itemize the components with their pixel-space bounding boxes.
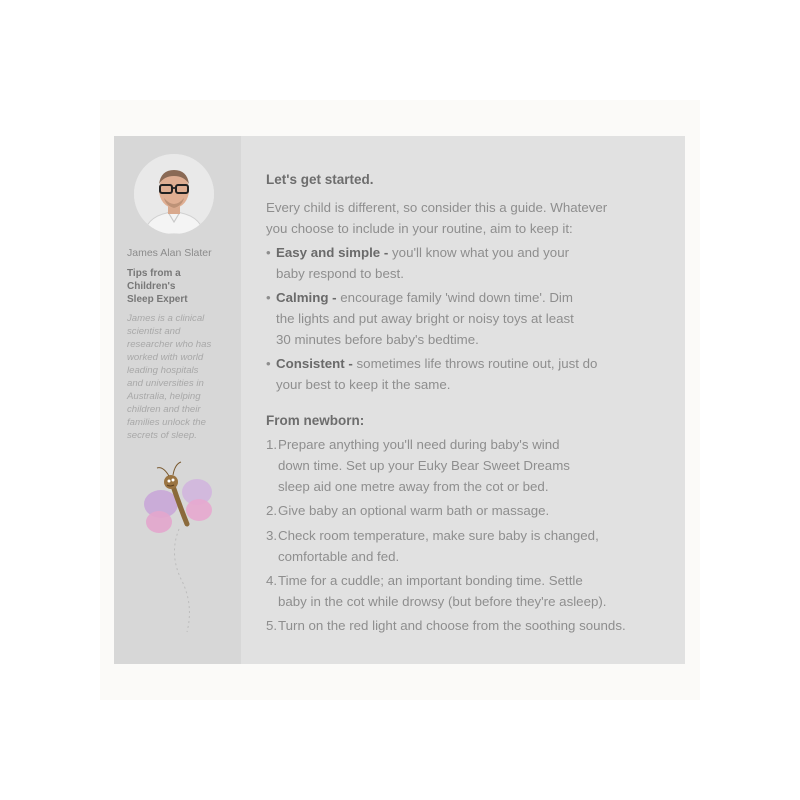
intro-paragraph: Every child is different, so consider this a guide. Whatever you choose to include in your routine, aim to keep it: — [266, 200, 608, 236]
expert-bio: James is a clinical scientist and researcher who has worked with world leading hospitals and universities in Australia, helping children and their families unlock the secrets of sleep. — [127, 313, 212, 441]
expert-sidebar — [114, 136, 241, 664]
butterfly-icon — [139, 454, 219, 634]
heading-from-newborn: From newborn: — [266, 413, 365, 428]
expert-title: Tips from a Children's Sleep Expert — [127, 268, 188, 305]
expert-photo — [134, 154, 214, 234]
heading-get-started: Let's get started. — [266, 172, 374, 187]
expert-name: James Alan Slater — [127, 247, 212, 259]
avatar — [134, 154, 214, 234]
tips-card: James Alan Slater Tips from a Children's Sleep Expert James is a clinical scientist and researcher who has worked with world leading hospitals and universities in Australia, helping children and their families unlock the secrets of sleep. Let's get started. Every child is different, so consider this a guide. Whatever you choose to include in your routine, aim to keep it: • Easy and simple - you'll know what you and your baby respond to best. • Calming - encourage family 'wind down time'. Dim the lights and put away bright or noisy toys at least 30 minutes before baby's bedtime. • Consistent - sometimes life throws routine out, just do your best to keep it the same. From newborn: 1. Prepare anything you'll need during baby's wind down time. Set up your Euky Bear Sweet Dreams sleep aid one metre away from the cot or bed. 2. Give baby an optional warm bath or massage. 3. Check room temperature, make sure baby is changed, comfortable and fed. 4. Time for a cuddle; an important bonding time. Settle baby in the cot while drowsy (but before they're asleep). 5. Turn on the red light and choose from the soothing sounds. — [114, 136, 685, 664]
